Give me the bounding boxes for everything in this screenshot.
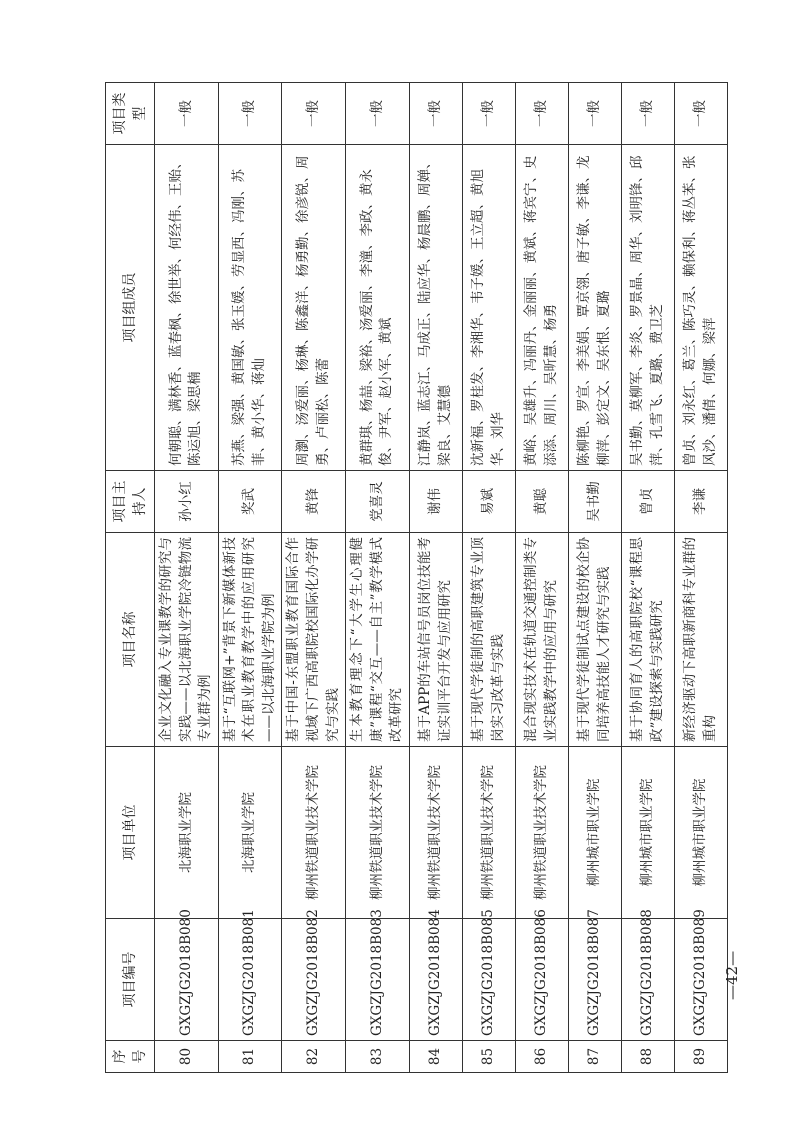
cell-name: 基于现代学徒制试点建设的校企协同培养高技能人才研究与实践 (568, 533, 621, 747)
cell-unit: 柳州铁道职业技术学院 (282, 747, 346, 919)
cell-name: 混合现实技术在轨道交通控制类专业实践教学中的应用与研究 (515, 533, 568, 747)
cell-type: 一般 (462, 83, 515, 145)
cell-name: 基于协同育人的高职院校“课程思政”建设探索与实践研究 (621, 533, 674, 747)
cell-type: 一般 (409, 83, 462, 145)
header-type: 项目类型 (106, 83, 155, 145)
cell-members: 陈柳艳、罗宣、李美娟、覃京翎、唐子敏、李谦、龙柳萍、彭定文、吴东恨、夏璐 (568, 145, 621, 471)
cell-type: 一般 (218, 83, 282, 145)
cell-members: 何朝聪、满林香、蓝春枫、徐世举、何经伟、王贻、陈运旭、梁思楠 (155, 145, 219, 471)
cell-host: 吴书勤 (568, 471, 621, 533)
table-header-row (106, 83, 155, 1073)
cell-code: GXGZJG2018B088 (621, 919, 674, 1041)
cell-unit: 北海职业学院 (218, 747, 282, 919)
table-row (621, 83, 674, 1073)
cell-seq: 88 (621, 1041, 674, 1073)
table-row (155, 83, 219, 1073)
cell-host: 孙小红 (155, 471, 219, 533)
cell-seq: 84 (409, 1041, 462, 1073)
cell-type: 一般 (674, 83, 727, 145)
header-name: 项目名称 (106, 533, 155, 747)
cell-type: 一般 (346, 83, 410, 145)
table-row (282, 83, 346, 1073)
cell-code: GXGZJG2018B081 (218, 919, 282, 1041)
cell-name: 新经济驱动下高职新商科专业群的重构 (674, 533, 727, 747)
header-members: 项目组成员 (106, 145, 155, 471)
cell-seq: 85 (462, 1041, 515, 1073)
cell-seq: 87 (568, 1041, 621, 1073)
cell-members: 曾贞、刘永红、葛兰、陈巧灵、赖保利、蒋丛苯、张风沙、潘倩、何娜、梁萍 (674, 145, 727, 471)
cell-type: 一般 (155, 83, 219, 145)
cell-unit: 柳州城市职业学院 (621, 747, 674, 919)
cell-host: 李谦 (674, 471, 727, 533)
cell-type: 一般 (621, 83, 674, 145)
cell-seq: 81 (218, 1041, 282, 1073)
table-row (674, 83, 727, 1073)
table-row (409, 83, 462, 1073)
cell-code: GXGZJG2018B083 (346, 919, 410, 1041)
cell-unit: 柳州铁道职业技术学院 (346, 747, 410, 919)
cell-name: 企业文化融入专业课教学的研究与实践——以北海职业学院冷链物流专业群为例 (155, 533, 219, 747)
table-row (515, 83, 568, 1073)
cell-seq: 89 (674, 1041, 727, 1073)
cell-type: 一般 (515, 83, 568, 145)
header-unit: 项目单位 (106, 747, 155, 919)
table-row (462, 83, 515, 1073)
cell-name: 基于APP的车站信号员岗位技能考证实训平台开发与应用研究 (409, 533, 462, 747)
cell-name: 生本教育理念下“大学生心理健康”课程“交互——自主”教学模式改革研究 (346, 533, 410, 747)
cell-host: 谢伟 (409, 471, 462, 533)
cell-members: 黄峪、吴雄升、冯丽丹、金丽丽、黄斌、蒋宾宁、史添添、周川、吴昕慧、杨勇 (515, 145, 568, 471)
rotated-table-container (105, 83, 718, 1073)
cell-unit: 北海职业学院 (155, 747, 219, 919)
cell-unit: 柳州铁道职业技术学院 (409, 747, 462, 919)
cell-unit: 柳州城市职业学院 (568, 747, 621, 919)
cell-name: 基于“互联网+”背景下新媒体新技术在职业教育教学中的应用研究——以北海职业学院为例 (218, 533, 282, 747)
cell-host: 黄聪 (515, 471, 568, 533)
cell-host: 党喜灵 (346, 471, 410, 533)
cell-members: 黄群琪、杨喆、梁裕、汤爱丽、李潼、李政、黄永俊、尹军、赵小军、黄斌 (346, 145, 410, 471)
header-seq: 序号 (106, 1041, 155, 1073)
cell-unit: 柳州铁道职业技术学院 (462, 747, 515, 919)
cell-unit: 柳州铁道职业技术学院 (515, 747, 568, 919)
cell-members: 江静岚、蓝志江、马成正、陆应华、杨晨鹏、周婵、梁良、艾慧德 (409, 145, 462, 471)
cell-members: 苏燕、梁强、黄国敏、张玉媛、劳显西、冯刚、苏菲、黄小华、蒋灿 (218, 145, 282, 471)
cell-members: 沈新福、罗桂发、李湘华、韦子媛、王立超、黄旭华、刘华 (462, 145, 515, 471)
cell-code: GXGZJG2018B082 (282, 919, 346, 1041)
cell-code: GXGZJG2018B085 (462, 919, 515, 1041)
page-number: —42— (723, 950, 741, 1000)
cell-type: 一般 (568, 83, 621, 145)
table-row (568, 83, 621, 1073)
cell-host: 曾贞 (621, 471, 674, 533)
cell-name: 基于现代学徒制的高职建筑专业顶岗实习改革与实践 (462, 533, 515, 747)
cell-seq: 83 (346, 1041, 410, 1073)
cell-name: 基于中国-东盟职业教育国际合作视域下广西高职院校国际化办学研究与实践 (282, 533, 346, 747)
cell-code: GXGZJG2018B089 (674, 919, 727, 1041)
cell-code: GXGZJG2018B084 (409, 919, 462, 1041)
header-code: 项目编号 (106, 919, 155, 1041)
cell-host: 奖武 (218, 471, 282, 533)
cell-code: GXGZJG2018B086 (515, 919, 568, 1041)
cell-unit: 柳州城市职业学院 (674, 747, 727, 919)
cell-type: 一般 (282, 83, 346, 145)
cell-seq: 86 (515, 1041, 568, 1073)
cell-seq: 80 (155, 1041, 219, 1073)
cell-seq: 82 (282, 1041, 346, 1073)
cell-code: GXGZJG2018B080 (155, 919, 219, 1041)
cell-members: 吴书勤、莫柳军、李炎、罗景晶、周华、刘明锋、邱萍、孔雪飞、夏璐、费卫芝 (621, 145, 674, 471)
table-row (218, 83, 282, 1073)
cell-code: GXGZJG2018B087 (568, 919, 621, 1041)
cell-members: 周瀏、汤爱丽、杨琳、陈鑫洋、杨勇勤、徐彦锐、周勇、卢丽松、陈蕾 (282, 145, 346, 471)
header-host: 项目主持人 (106, 471, 155, 533)
cell-host: 易斌 (462, 471, 515, 533)
project-table (105, 82, 728, 1073)
table-row (346, 83, 410, 1073)
cell-host: 黄锋 (282, 471, 346, 533)
